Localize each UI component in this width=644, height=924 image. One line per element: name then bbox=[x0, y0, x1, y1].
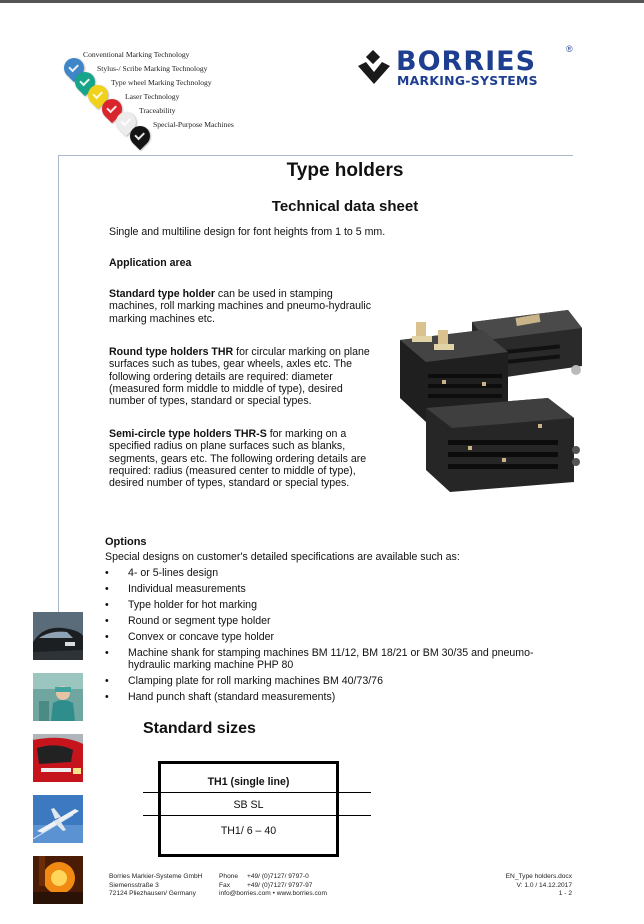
footer-contact-labels bbox=[219, 873, 238, 890]
option-text-continued: hydraulic marking machine PHP 80 bbox=[128, 659, 294, 672]
tech-line-laser: Laser Technology bbox=[125, 92, 180, 101]
bullet: • bbox=[105, 599, 109, 611]
page-title: Type holders bbox=[286, 160, 404, 181]
footer-version: V: 1.0 / 14.12.2017 bbox=[516, 881, 572, 889]
aircraft-photo bbox=[33, 795, 83, 843]
table-value: TH1/ 6 – 40 bbox=[220, 825, 277, 837]
semi-line-2: specified radius on plane surfaces such as blanks, bbox=[109, 440, 346, 453]
standard-line-1: can be used in stamping bbox=[214, 288, 333, 300]
option-text: Machine shank for stamping machines BM 11/12, BM 18/21 or BM 30/35 and pneumo- bbox=[128, 647, 534, 659]
round-line-4: (measured form middle to middle of type), desired bbox=[109, 382, 343, 395]
page-subtitle: Technical data sheet bbox=[271, 198, 419, 215]
standard-paragraph bbox=[109, 288, 399, 325]
medical-photo bbox=[33, 673, 83, 721]
tech-line-conventional: Conventional Marking Technology bbox=[83, 50, 190, 59]
option-text: Round or segment type holder bbox=[128, 615, 271, 627]
top-border bbox=[0, 0, 644, 3]
footer-company bbox=[109, 873, 202, 899]
options-title: Options bbox=[105, 536, 147, 548]
bullet: • bbox=[105, 615, 109, 627]
option-text: Individual measurements bbox=[128, 583, 246, 595]
margin-rule bbox=[58, 155, 59, 615]
steel-mill-photo bbox=[33, 856, 83, 904]
standard-line-2: machines, roll marking machines and pneumo-hydraulic bbox=[109, 300, 372, 313]
round-line-2: surfaces such as tubes, gear wheels, axles etc. The bbox=[109, 358, 352, 371]
option-text: 4- or 5-lines design bbox=[128, 567, 219, 579]
footer-company-name: Borries Markier-Systeme GmbH bbox=[109, 873, 203, 880]
logo-subtitle: MARKING-SYSTEMS bbox=[397, 73, 538, 88]
bullet: • bbox=[105, 567, 109, 579]
semi-bold: Semi-circle type holders THR-S bbox=[109, 428, 267, 440]
sizes-table bbox=[158, 761, 339, 857]
tech-line-special: Special-Purpose Machines bbox=[153, 120, 234, 129]
bullet: • bbox=[105, 631, 109, 643]
list-item bbox=[105, 675, 565, 687]
list-item bbox=[105, 631, 565, 643]
round-line-3: following ordering details are required: diameter bbox=[109, 370, 333, 383]
technology-list bbox=[58, 48, 288, 148]
standard-sizes-title: Standard sizes bbox=[143, 720, 256, 737]
bullet: • bbox=[105, 675, 109, 688]
bullet: • bbox=[105, 583, 109, 595]
list-item bbox=[105, 567, 565, 579]
round-line-5: number of types, standard or special types. bbox=[109, 395, 312, 408]
tech-line-typewheel: Type wheel Marking Technology bbox=[111, 78, 212, 87]
footer-document-info bbox=[480, 873, 572, 899]
tech-line-stylus: Stylus-/ Scribe Marking Technology bbox=[97, 64, 208, 73]
footer-street: Siemensstraße 3 bbox=[109, 881, 159, 889]
header-rule bbox=[58, 155, 573, 156]
semi-line-3: segments, gears etc. The following ordering details are bbox=[109, 452, 367, 465]
list-item bbox=[105, 691, 565, 703]
car-photo bbox=[33, 612, 83, 660]
footer-email-web: info@borries.com • www.borries.com bbox=[219, 890, 327, 898]
footer-fax: +49/ (0)7127/ 9797-97 bbox=[247, 881, 313, 889]
footer-fax-label: Fax bbox=[219, 881, 230, 889]
list-item bbox=[105, 583, 565, 595]
logo-name: BORRIES bbox=[396, 46, 537, 77]
bullet: • bbox=[105, 647, 109, 659]
options-intro: Special designs on customer's detailed specifications are available such as: bbox=[105, 551, 460, 563]
list-item bbox=[105, 599, 565, 611]
logo-registered: ® bbox=[566, 44, 573, 54]
footer-phone-label: Phone bbox=[219, 873, 239, 880]
round-paragraph bbox=[109, 346, 399, 407]
application-title: Application area bbox=[109, 257, 192, 269]
options-list bbox=[105, 567, 565, 707]
round-line-1: for circular marking on plane bbox=[233, 346, 370, 358]
borries-logo bbox=[356, 46, 586, 90]
intro-text: Single and multiline design for font heights from 1 to 5 mm. bbox=[109, 226, 386, 238]
option-text: Clamping plate for roll marking machines BM 40/73/76 bbox=[128, 675, 383, 688]
footer-filename: EN_Type holders.docx bbox=[505, 873, 572, 880]
semi-line-1: for marking on a bbox=[266, 428, 347, 440]
semi-line-5: desired number of types, standard or special types. bbox=[109, 477, 350, 490]
option-text: Convex or concave type holder bbox=[128, 631, 275, 643]
semi-line-4: required: radius (measured center to middle of type), bbox=[109, 464, 356, 477]
semi-paragraph bbox=[109, 428, 409, 489]
borries-diamond-icon bbox=[356, 50, 392, 86]
table-subheader: SB SL bbox=[233, 799, 264, 811]
bullet: • bbox=[105, 691, 109, 704]
footer-city: 72124 Pliezhausen/ Germany bbox=[109, 890, 196, 898]
standard-bold: Standard type holder bbox=[109, 288, 215, 300]
standard-line-3: marking machines etc. bbox=[109, 312, 215, 325]
round-bold: Round type holders THR bbox=[109, 346, 234, 358]
list-item bbox=[105, 615, 565, 627]
option-text: Hand punch shaft (standard measurements) bbox=[128, 691, 336, 704]
option-text: Type holder for hot marking bbox=[128, 599, 257, 611]
table-header: TH1 (single line) bbox=[207, 776, 290, 788]
tech-line-traceability: Traceability bbox=[139, 106, 176, 115]
list-item bbox=[105, 647, 565, 671]
train-photo bbox=[33, 734, 83, 782]
type-holder-product-image bbox=[398, 300, 584, 492]
footer-page-number: 1 - 2 bbox=[558, 890, 572, 898]
footer-phone: +49/ (0)7127/ 9797-0 bbox=[247, 873, 309, 880]
